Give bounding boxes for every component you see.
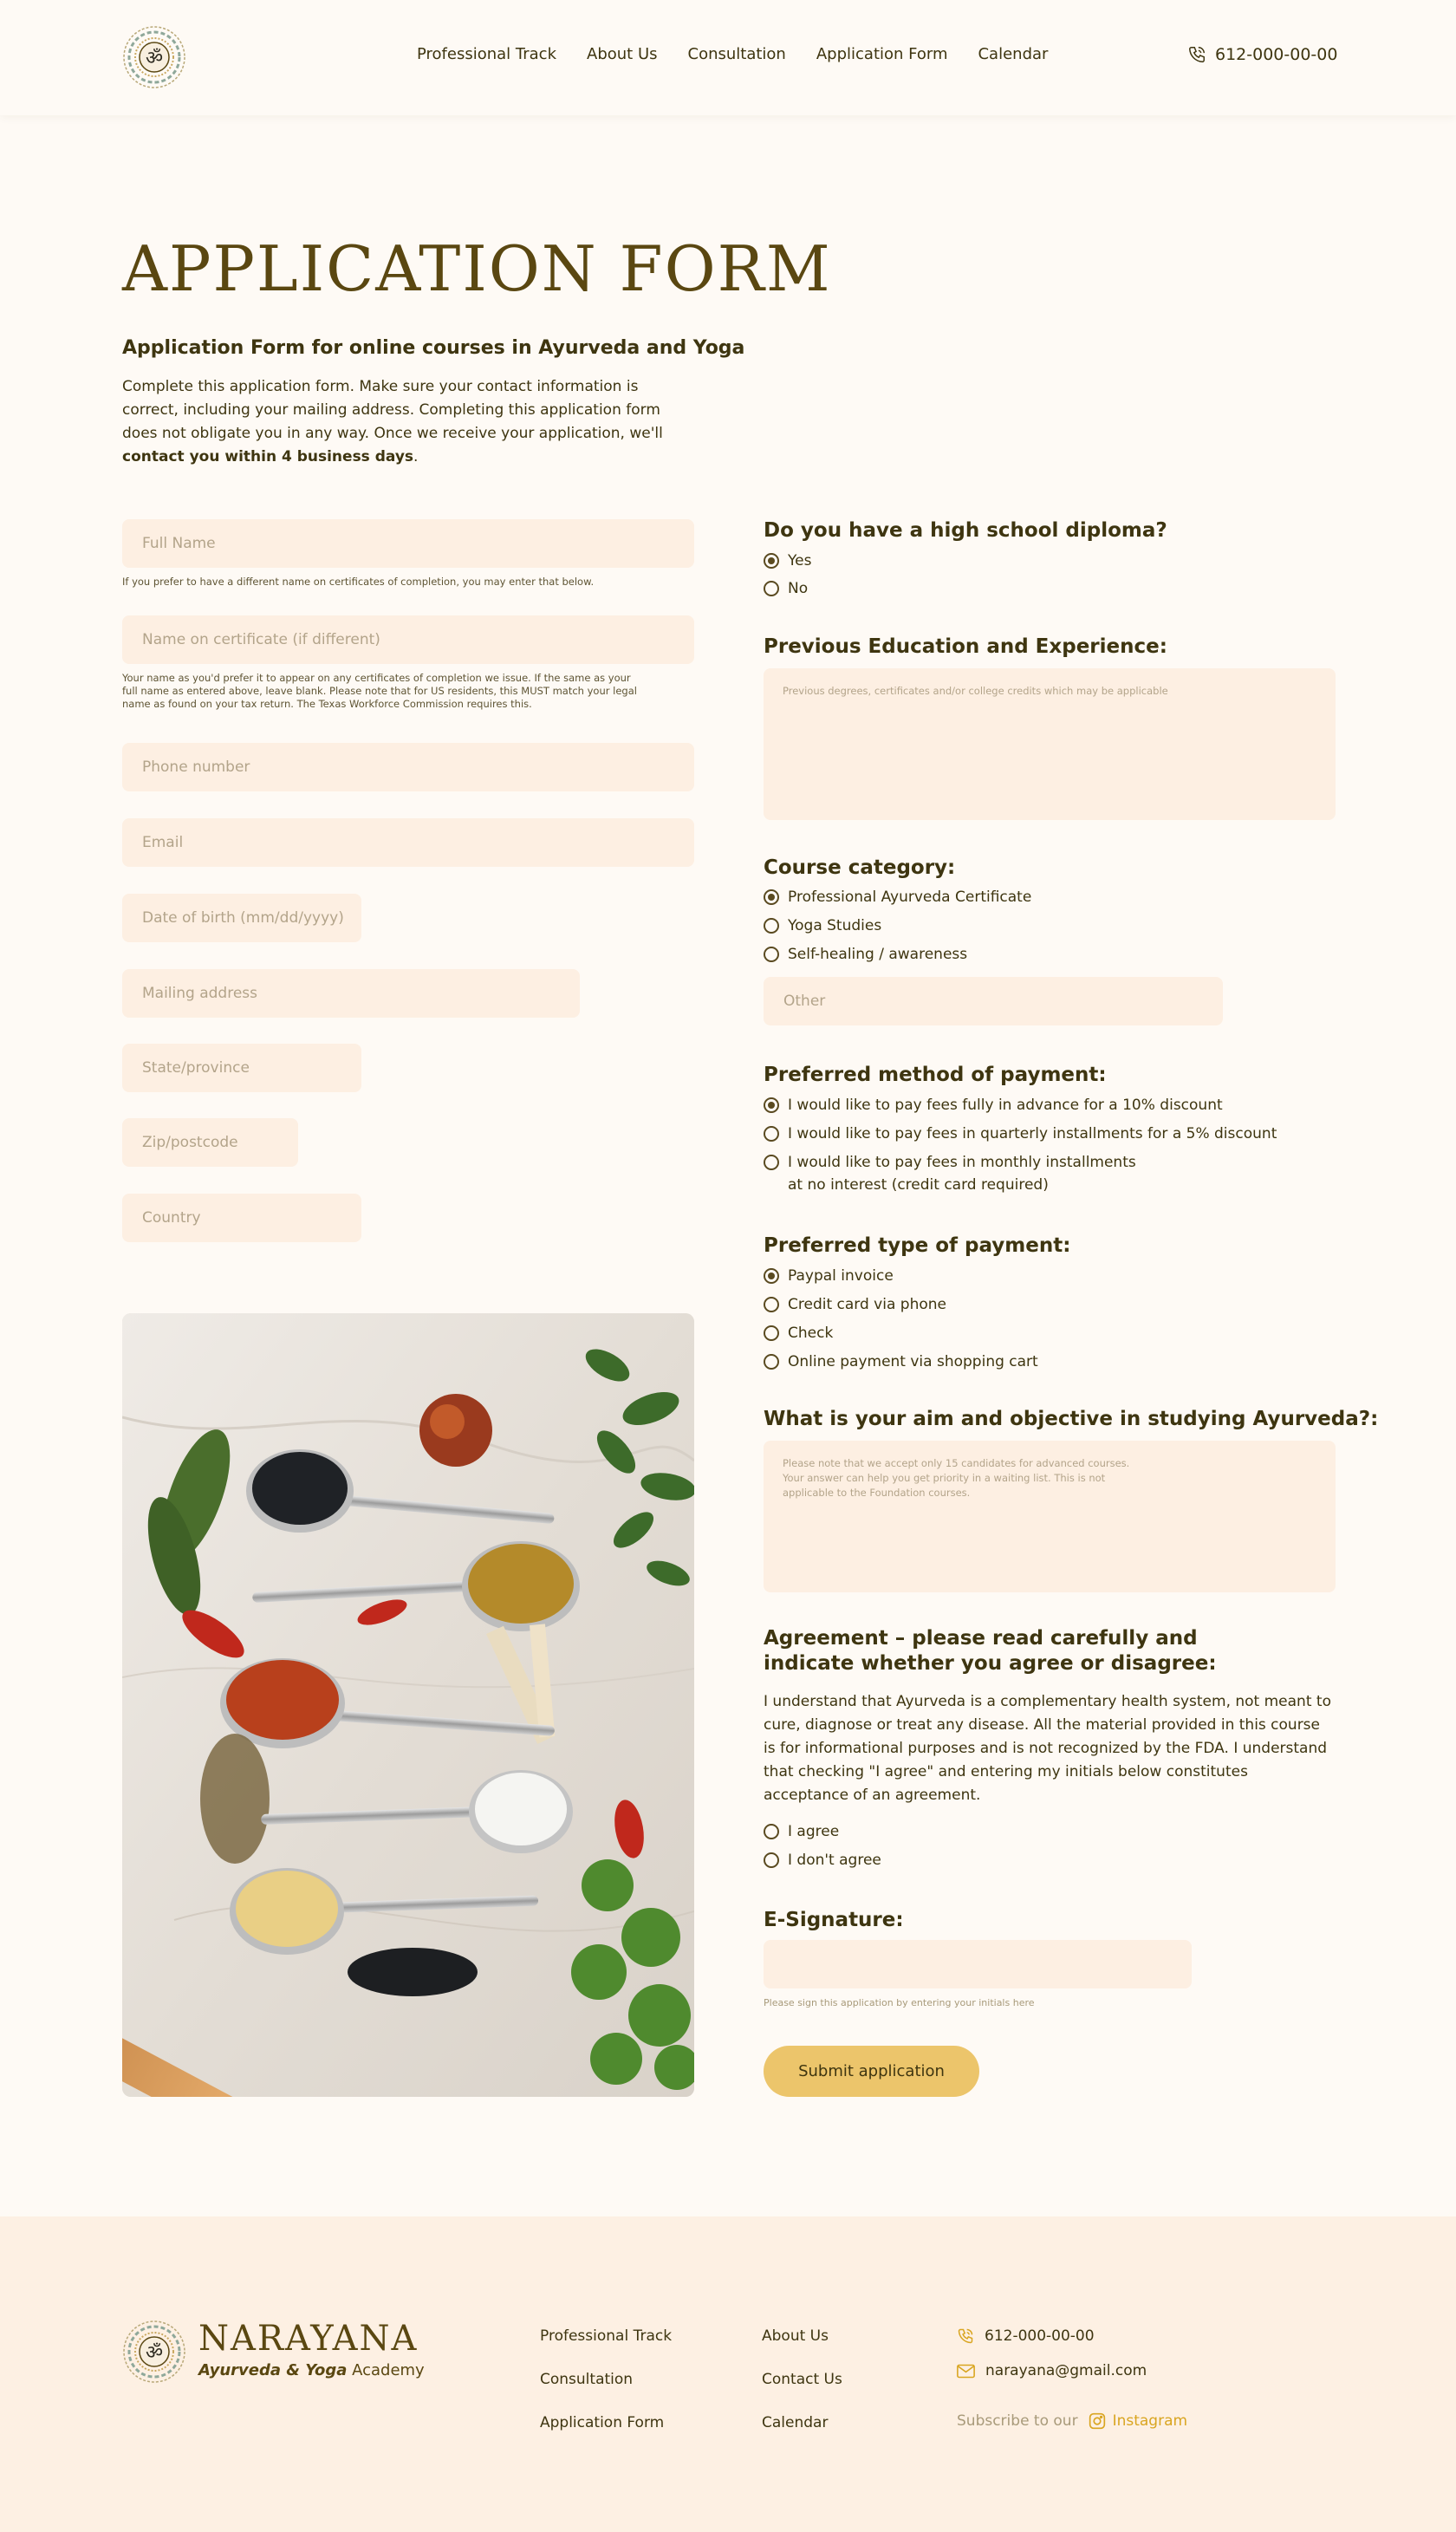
nav-about-us[interactable]: About Us [587,45,658,63]
payment-type-paypal[interactable] [764,1265,894,1287]
agreement-disagree-label: I don't agree [788,1852,881,1869]
spices-illustration [122,1313,694,2097]
footer-brand-tag-rest: Academy [347,2361,425,2379]
intro-text-body: Complete this application form. Make sure your contact information is correct, including your mailing address. Completing this application form does not obligate you in any way. Once we receive your application, we'll [122,378,663,442]
nav-application-form[interactable]: Application Form [816,45,948,63]
signature-input[interactable] [764,1940,1192,1988]
radio-icon[interactable] [764,918,779,934]
radio-icon[interactable] [764,1325,779,1341]
nav-consultation[interactable]: Consultation [687,45,786,63]
payment-type-online-label: Online payment via shopping cart [788,1353,1038,1370]
aim-placeholder-1: Please note that we accept only 15 candidates for advanced courses. [783,1457,1130,1469]
payment-method-monthly-line2: at no interest (credit card required) [788,1176,1049,1194]
radio-icon[interactable] [764,1297,779,1312]
diploma-no-label: No [788,580,809,597]
education-question: Previous Education and Experience: [764,635,1167,658]
course-option-ayurveda[interactable] [764,886,1031,908]
footer-link-contact-us[interactable]: Contact Us [762,2371,842,2388]
svg-text:ॐ: ॐ [145,2342,164,2364]
svg-text:ॐ: ॐ [145,48,164,69]
mail-icon [957,2364,975,2379]
intro-text-bold: contact you within 4 business days [122,448,414,465]
course-option-self-healing[interactable] [764,943,967,966]
instagram-label: Instagram [1112,2412,1188,2430]
radio-icon[interactable] [764,1824,779,1839]
payment-method-quarterly-label: I would like to pay fees in quarterly installments for a 5% discount [788,1125,1277,1142]
instagram-icon [1089,2412,1106,2430]
radio-icon[interactable] [764,947,779,962]
radio-selected-icon[interactable] [764,1097,779,1113]
footer-link-consultation[interactable]: Consultation [540,2371,634,2388]
payment-method-full[interactable] [764,1094,1223,1116]
radio-icon[interactable] [764,1126,779,1142]
phone-icon [1187,45,1206,64]
diploma-option-no[interactable] [764,577,808,600]
footer-subscribe [957,2412,1187,2430]
signature-help: Please sign this application by entering your initials here [764,1997,1035,2008]
payment-type-credit-card[interactable] [764,1293,946,1316]
header-phone[interactable] [1187,45,1337,64]
header-phone-number: 612-000-00-00 [1215,45,1338,64]
radio-icon[interactable] [764,1354,779,1370]
diploma-question: Do you have a high school diploma? [764,519,1167,542]
aim-placeholder-2: Your answer can help you get priority in a waiting list. This is not [783,1472,1106,1484]
intro-text [122,375,677,469]
payment-method-monthly-label [788,1151,1136,1196]
payment-method-quarterly[interactable] [764,1123,1277,1145]
footer-brand-name: NARAYANA [198,2319,419,2359]
diploma-option-yes[interactable] [764,550,811,572]
agreement-agree-label: I agree [788,1823,840,1840]
footer-link-application-form[interactable]: Application Form [540,2414,665,2431]
zip-input[interactable]: Zip/postcode [122,1118,298,1167]
logo-icon[interactable] [122,25,186,89]
payment-method-monthly-line1: I would like to pay fees in monthly installments [788,1154,1136,1171]
footer-brand-tagline [198,2361,425,2379]
subscribe-label: Subscribe to our [957,2412,1078,2430]
payment-type-check[interactable] [764,1322,833,1344]
payment-type-check-label: Check [788,1325,834,1342]
dob-input[interactable]: Date of birth (mm/dd/yyyy) [122,894,361,942]
mailing-address-input[interactable]: Mailing address [122,969,580,1018]
diploma-yes-label: Yes [788,552,812,570]
footer-link-calendar[interactable]: Calendar [762,2414,829,2431]
payment-type-credit-card-label: Credit card via phone [788,1296,946,1313]
nav-calendar[interactable]: Calendar [978,45,1049,63]
footer-link-professional-track[interactable]: Professional Track [540,2327,673,2345]
course-yoga-label: Yoga Studies [788,917,882,934]
agreement-option-disagree[interactable] [764,1849,881,1871]
instagram-link[interactable] [1089,2412,1188,2430]
intro-text-end: . [413,448,419,465]
page-title: APPLICATION FORM [122,232,832,305]
signature-question: E-Signature: [764,1909,904,1931]
submit-application-button[interactable]: Submit application [764,2046,979,2097]
site-header [0,0,1456,115]
agreement-option-agree[interactable] [764,1820,839,1843]
footer-phone-number: 612-000-00-00 [985,2327,1095,2345]
education-textarea[interactable]: Previous degrees, certificates and/or college credits which may be applicable [764,668,1336,820]
course-question: Course category: [764,856,956,879]
footer-email-address: narayana@gmail.com [985,2362,1147,2379]
payment-method-question: Preferred method of payment: [764,1064,1107,1086]
certificate-name-input[interactable]: Name on certificate (if different) [122,615,694,664]
spices-photo [122,1313,694,2097]
phone-icon [957,2327,974,2345]
aim-textarea[interactable] [764,1441,1336,1592]
course-ayurveda-label: Professional Ayurveda Certificate [788,888,1032,906]
footer-phone[interactable] [957,2327,1095,2345]
payment-method-full-label: I would like to pay fees fully in advance for a 10% discount [788,1097,1223,1114]
footer-logo-icon[interactable] [122,2320,186,2384]
radio-icon[interactable] [764,1852,779,1868]
payment-method-monthly[interactable] [764,1151,1136,1196]
course-self-healing-label: Self-healing / awareness [788,946,968,963]
radio-selected-icon[interactable] [764,553,779,569]
payment-type-paypal-label: Paypal invoice [788,1267,894,1285]
course-option-yoga[interactable] [764,915,881,937]
state-input[interactable]: State/province [122,1044,361,1092]
aim-question: What is your aim and objective in studying Ayurveda?: [764,1408,1379,1430]
footer-email[interactable] [957,2362,1147,2379]
email-input[interactable]: Email [122,818,694,867]
agreement-heading [764,1626,1217,1676]
main-nav [417,45,1048,63]
radio-selected-icon[interactable] [764,889,779,905]
agreement-title-line1: Agreement – please read carefully and [764,1627,1198,1650]
country-input[interactable]: Country [122,1194,361,1242]
footer-link-about-us[interactable]: About Us [762,2327,829,2345]
full-name-input[interactable]: Full Name [122,519,694,568]
course-other-input[interactable]: Other [764,977,1223,1025]
intro-heading: Application Form for online courses in Ayurveda and Yoga [122,337,745,359]
certificate-name-help: Your name as you'd prefer it to appear on any certificates of completion we issue. If the same as your full name as entered above, leave blank. Please note that for US residents, this MUST match your legal name as found on your tax return. The Texas Workforce Commission requires this. [122,672,637,710]
aim-placeholder-3: applicable to the Foundation courses. [783,1487,971,1499]
full-name-help: If you prefer to have a different name on certificates of completion, you may enter that below. [122,576,595,588]
payment-type-question: Preferred type of payment: [764,1234,1071,1257]
radio-selected-icon[interactable] [764,1268,779,1284]
footer-brand-tag-bold: Ayurveda & Yoga [198,2361,348,2379]
agreement-text: I understand that Ayurveda is a complementary health system, not meant to cure, diagnose or treat any disease. All the material provided in this course is for informational purposes and is not recognized by the FDA. I understand that checking "I agree" and entering my initials below constitutes acceptance of an agreement. [764,1693,1331,1804]
phone-input[interactable]: Phone number [122,743,694,791]
agreement-title-line2: indicate whether you agree or disagree: [764,1652,1217,1675]
radio-icon[interactable] [764,581,779,596]
radio-icon[interactable] [764,1155,779,1170]
payment-type-online[interactable] [764,1351,1038,1373]
nav-professional-track[interactable]: Professional Track [417,45,556,63]
